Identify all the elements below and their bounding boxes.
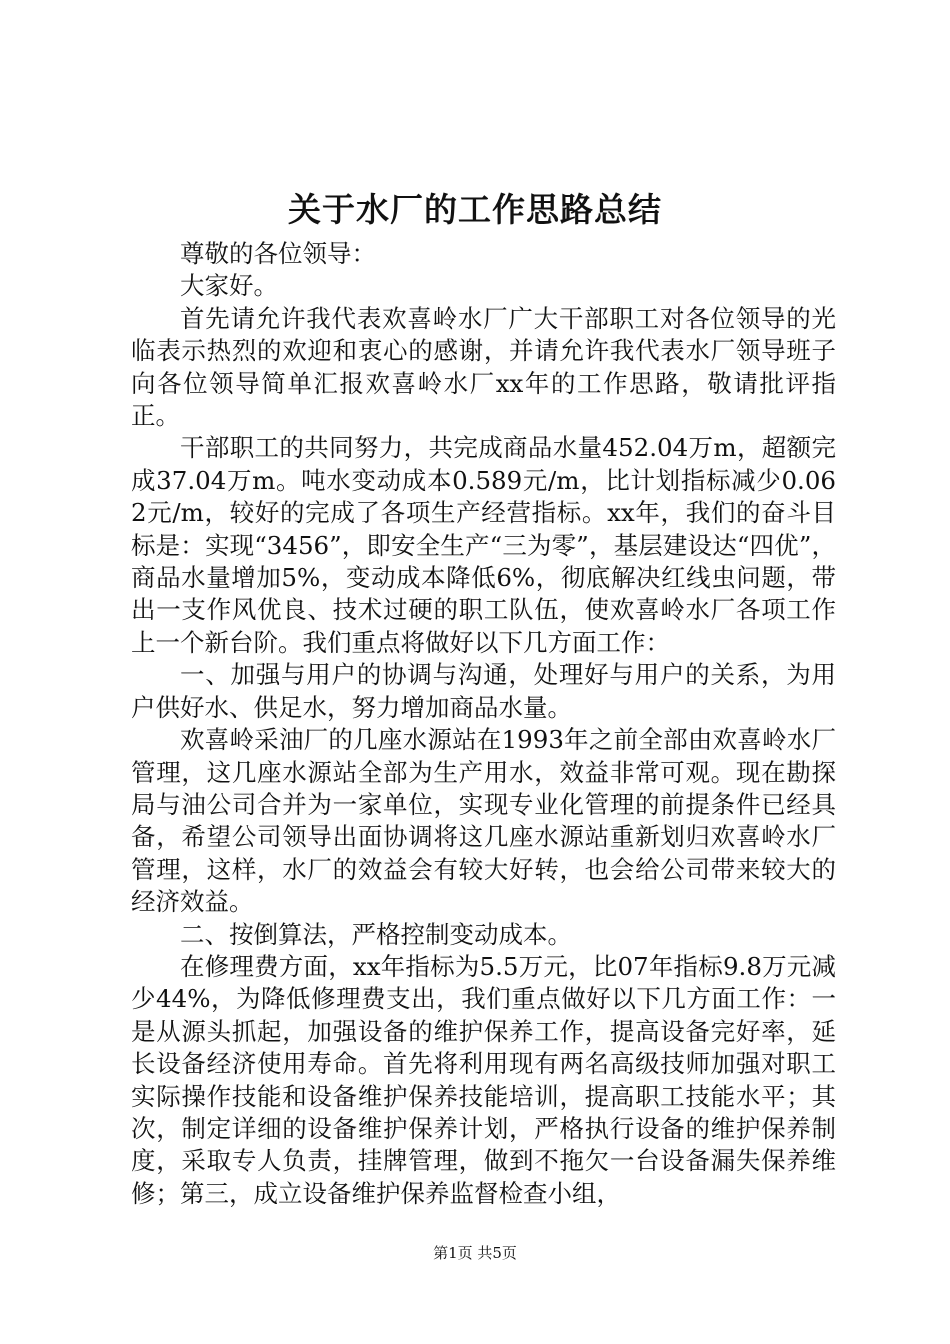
section-heading-2: 二、按倒算法，严格控制变动成本。: [180, 919, 572, 949]
salutation: 尊敬的各位领导：: [180, 239, 376, 268]
paragraph-repair-costs: 在修理费方面，xx年指标为5.5万元，比07年指标9.8万元减少44%，为降低修理费支出，我们重点做好以下几方面工作：一是从源头抓起，加强设备的维护保养工作，提高设备完好率，延长设备经济使用寿命。首先将利用现有两名高级技师加强对职工实际操作技能和设备维护保养技能培训，提高职工技能水平；其次，制定详细的设备维护保养计划，严格执行设备的维护保养制度，采取专人负责，挂牌管理，做到不拖欠一台设备漏失保养维修；第三，成立设备维护保养监督检查小组，: [131, 951, 836, 1208]
document-body: [131, 238, 836, 1210]
section-heading-1: 一、加强与用户的协调与沟通，处理好与用户的关系，为用户供好水、供足水，努力增加商品水量。: [131, 660, 836, 722]
page-footer: 第1页 共5页: [433, 1244, 517, 1262]
paragraph-performance: 干部职工的共同努力，共完成商品水量452.04万m，超额完成37.04万m。吨水变动成本0.589元/m，比计划指标减少0.062元/m，较好的完成了各项生产经营指标。xx年，我们的奋斗目标是：实现“3456”，即安全生产“三为零”，基层建设达“四优”，商品水量增加5%，变动成本降低6%，彻底解决红线虫问题，带出一支作风优良、技术过硬的职工队伍，使欢喜岭水厂各项工作上一个新台阶。我们重点将做好以下几方面工作：: [131, 433, 836, 657]
greeting: 大家好。: [180, 271, 278, 301]
paragraph-intro: 首先请允许我代表欢喜岭水厂广大干部职工对各位领导的光临表示热烈的欢迎和衷心的感谢，并请允许我代表水厂领导班子向各位领导简单汇报欢喜岭水厂xx年的工作思路，敬请批评指正。: [131, 303, 836, 431]
paragraph-water-sources: 欢喜岭采油厂的几座水源站在1993年之前全部由欢喜岭水厂管理，这几座水源站全部为生产用水，效益非常可观。现在勘探局与油公司合并为一家单位，实现专业化管理的前提条件已经具备，希望公司领导出面协调将这几座水源站重新划归欢喜岭水厂管理，这样，水厂的效益会有较大好转，也会给公司带来较大的经济效益。: [131, 725, 836, 917]
document-title: 关于水厂的工作思路总结: [288, 190, 662, 229]
